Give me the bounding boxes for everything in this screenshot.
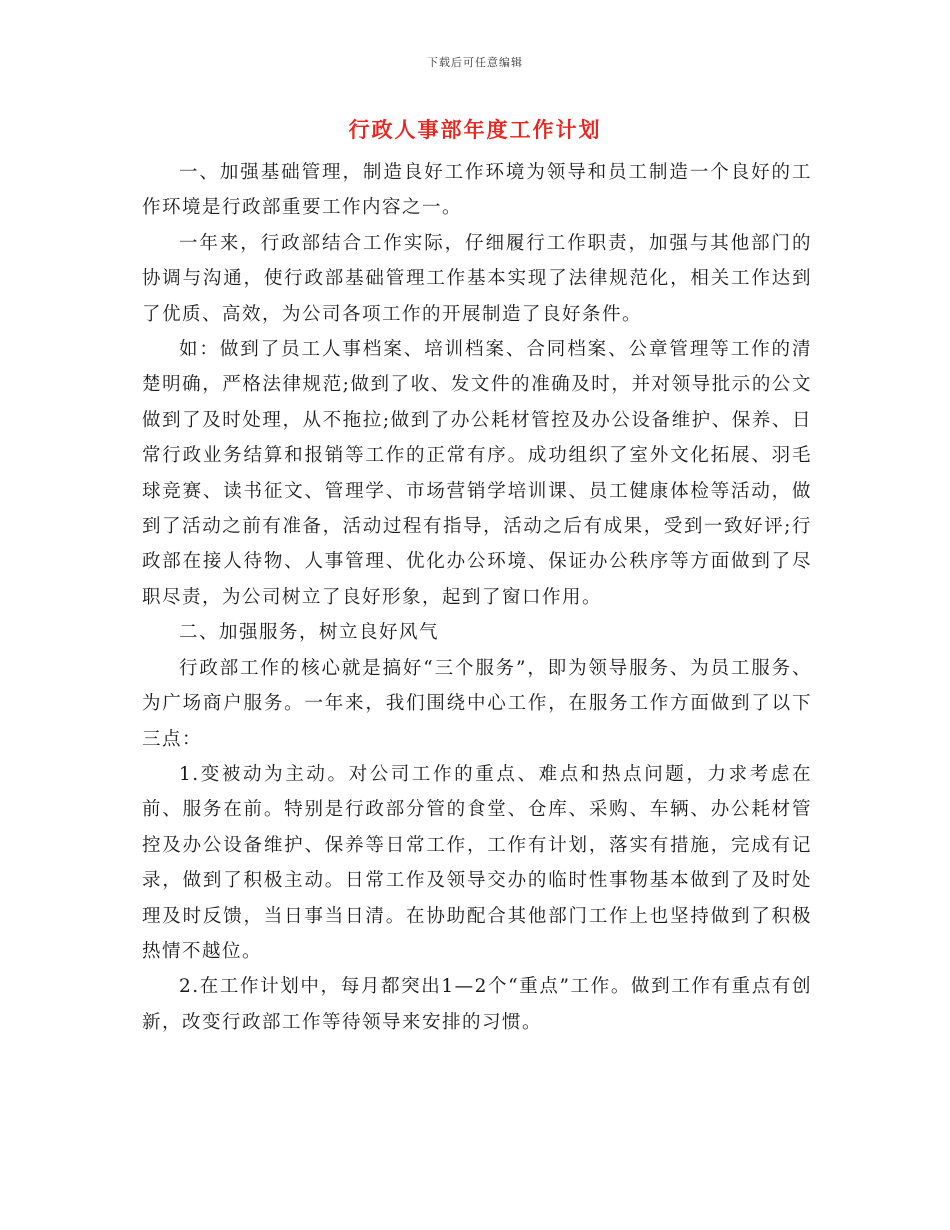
section-heading-2: 二、加强服务，树立良好风气 — [179, 622, 440, 644]
paragraph-2: 一年来，行政部结合工作实际，仔细履行工作职责，加强与其他部门的协调与沟通，使行政部基础管理工作基本实现了法律规范化，相关工作达到了优质、高效，为公司各项工作的开展制造了良好条件。 — [142, 232, 812, 325]
paragraph-3: 如：做到了员工人事档案、培训档案、合同档案、公章管理等工作的清楚明确，严格法律规范;做到了收、发文件的准确及时，并对领导批示的公文做到了及时处理，从不拖拉;做到了办公耗材管控及办公设备维护、保养、日常行政业务结算和报销等工作的正常有序。成功组织了室外文化拓展、羽毛球竞赛、读书征文、管理学、市场营销学培训课、员工健康体检等活动，做到了活动之前有准备，活动过程有指导，活动之后有成果，受到一致好评;行政部在接人待物、人事管理、优化办公环境、保证办公秩序等方面做到了尽职尽责，为公司树立了良好形象，起到了窗口作用。 — [142, 339, 812, 608]
paragraph-1: 一、加强基础管理，制造良好工作环境为领导和员工制造一个良好的工作环境是行政部重要工作内容之一。 — [142, 162, 812, 219]
document-body — [142, 155, 812, 1040]
paragraph-5: 行政部工作的核心就是搞好“三个服务”，即为领导服务、为员工服务、为广场商户服务。一年来，我们围绕中心工作，在服务工作方面做到了以下三点： — [142, 657, 812, 750]
page-header: 下载后可任意编辑 — [427, 56, 523, 69]
document-title: 行政人事部年度工作计划 — [348, 117, 602, 142]
paragraph-7: 2.在工作计划中，每月都突出1—2个“重点”工作。做到工作有重点有创新，改变行政部工作等待领导来安排的习惯。 — [142, 976, 812, 1033]
paragraph-6: 1.变被动为主动。对公司工作的重点、难点和热点问题，力求考虑在前、服务在前。特别是行政部分管的食堂、仓库、采购、车辆、办公耗材管控及办公设备维护、保养等日常工作，工作有计划，落实有措施，完成有记录，做到了积极主动。日常工作及领导交办的临时性事物基本做到了及时处理及时反馈，当日事当日清。在协助配合其他部门工作上也坚持做到了积极热情不越位。 — [142, 763, 812, 962]
